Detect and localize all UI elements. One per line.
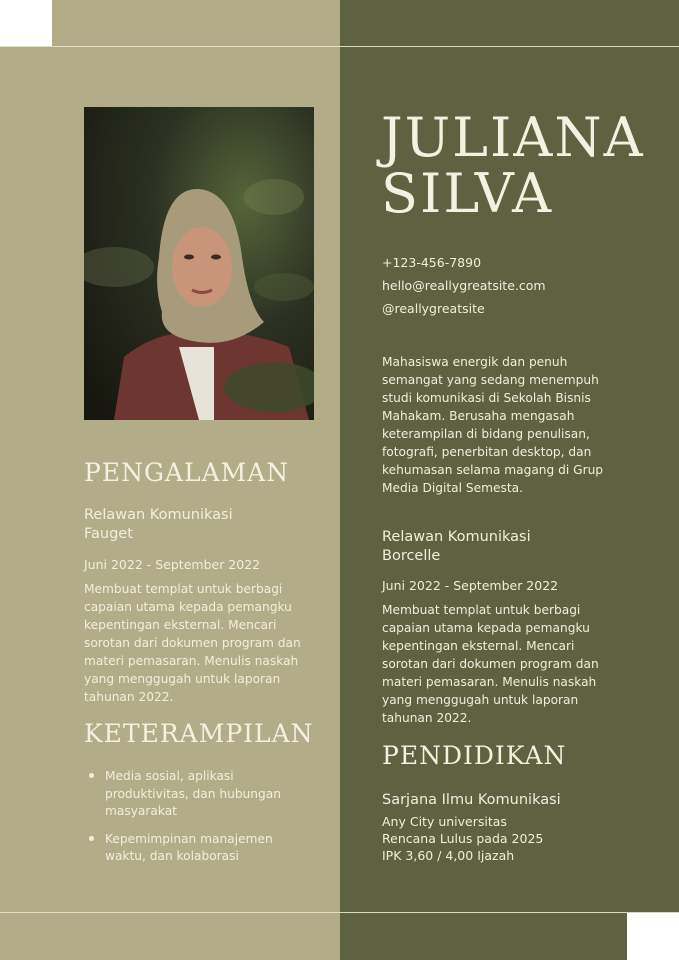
job-title: [84, 506, 233, 544]
skill-text: Media sosial, aplikasi produktivitas, dan hubungan masyarakat: [105, 769, 281, 818]
skill-text: Kepemimpinan manajemen waktu, dan kolaborasi: [105, 831, 273, 863]
job-company: Borcelle: [382, 548, 441, 564]
education-degree: Sarjana Ilmu Komunikasi: [382, 792, 561, 808]
contact-phone: +123-456-7890: [382, 255, 482, 270]
bullet-icon: [89, 836, 94, 841]
skills-heading: KETERAMPILAN: [84, 719, 314, 748]
last-name: SILVA: [381, 162, 554, 225]
job-date: Juni 2022 - September 2022: [382, 578, 559, 593]
portrait-image-icon: [84, 107, 314, 420]
job-title: [382, 528, 531, 566]
bottom-divider-line: [0, 912, 679, 913]
job-title-line1: Relawan Komunikasi: [84, 507, 233, 523]
skill-item: [88, 768, 288, 821]
experience-heading: PENGALAMAN: [84, 458, 290, 487]
bullet-icon: [89, 773, 94, 778]
education-heading: PENDIDIKAN: [382, 741, 567, 770]
profile-photo: [84, 107, 314, 420]
profile-summary: Mahasiswa energik dan penuh semangat yang sedang menempuh studi komunikasi di Sekolah Bisnis Mahakam. Berusaha mengasah keterampilan di bidang penulisan, fotografi, penerbitan desktop, dan kehumasan selama magang di Grup Media Digital Semesta.: [382, 355, 604, 495]
corner-decoration-top-left: [0, 0, 52, 46]
contact-social[interactable]: @reallygreatsite: [382, 301, 485, 316]
job-description: Membuat templat untuk berbagi capaian utama kepada pemangku kepentingan eksternal. Mencari sorotan dari dokumen program dan materi pemasaran. Menulis naskah yang menggugah untuk laporan tahunan 2022.: [382, 603, 599, 725]
top-divider-line: [0, 46, 679, 47]
contact-email[interactable]: hello@reallygreatsite.com: [382, 278, 546, 293]
education-gpa: IPK 3,60 / 4,00 Ijazah: [382, 848, 515, 863]
job-title-line1: Relawan Komunikasi: [382, 529, 531, 545]
skills-list: [88, 768, 288, 876]
job-date: Juni 2022 - September 2022: [84, 557, 261, 572]
first-name: JULIANA: [381, 106, 645, 169]
resume-name: [381, 106, 645, 225]
job-description: Membuat templat untuk berbagi capaian utama kepada pemangku kepentingan eksternal. Mencari sorotan dari dokumen program dan materi pemasaran. Menulis naskah yang menggugah untuk laporan tahunan 2022.: [84, 582, 301, 704]
skill-item: [88, 831, 288, 866]
corner-decoration-bottom-right: [627, 913, 679, 960]
education-graduation: Rencana Lulus pada 2025: [382, 831, 544, 846]
education-school: Any City universitas: [382, 814, 507, 829]
job-company: Fauget: [84, 526, 133, 542]
